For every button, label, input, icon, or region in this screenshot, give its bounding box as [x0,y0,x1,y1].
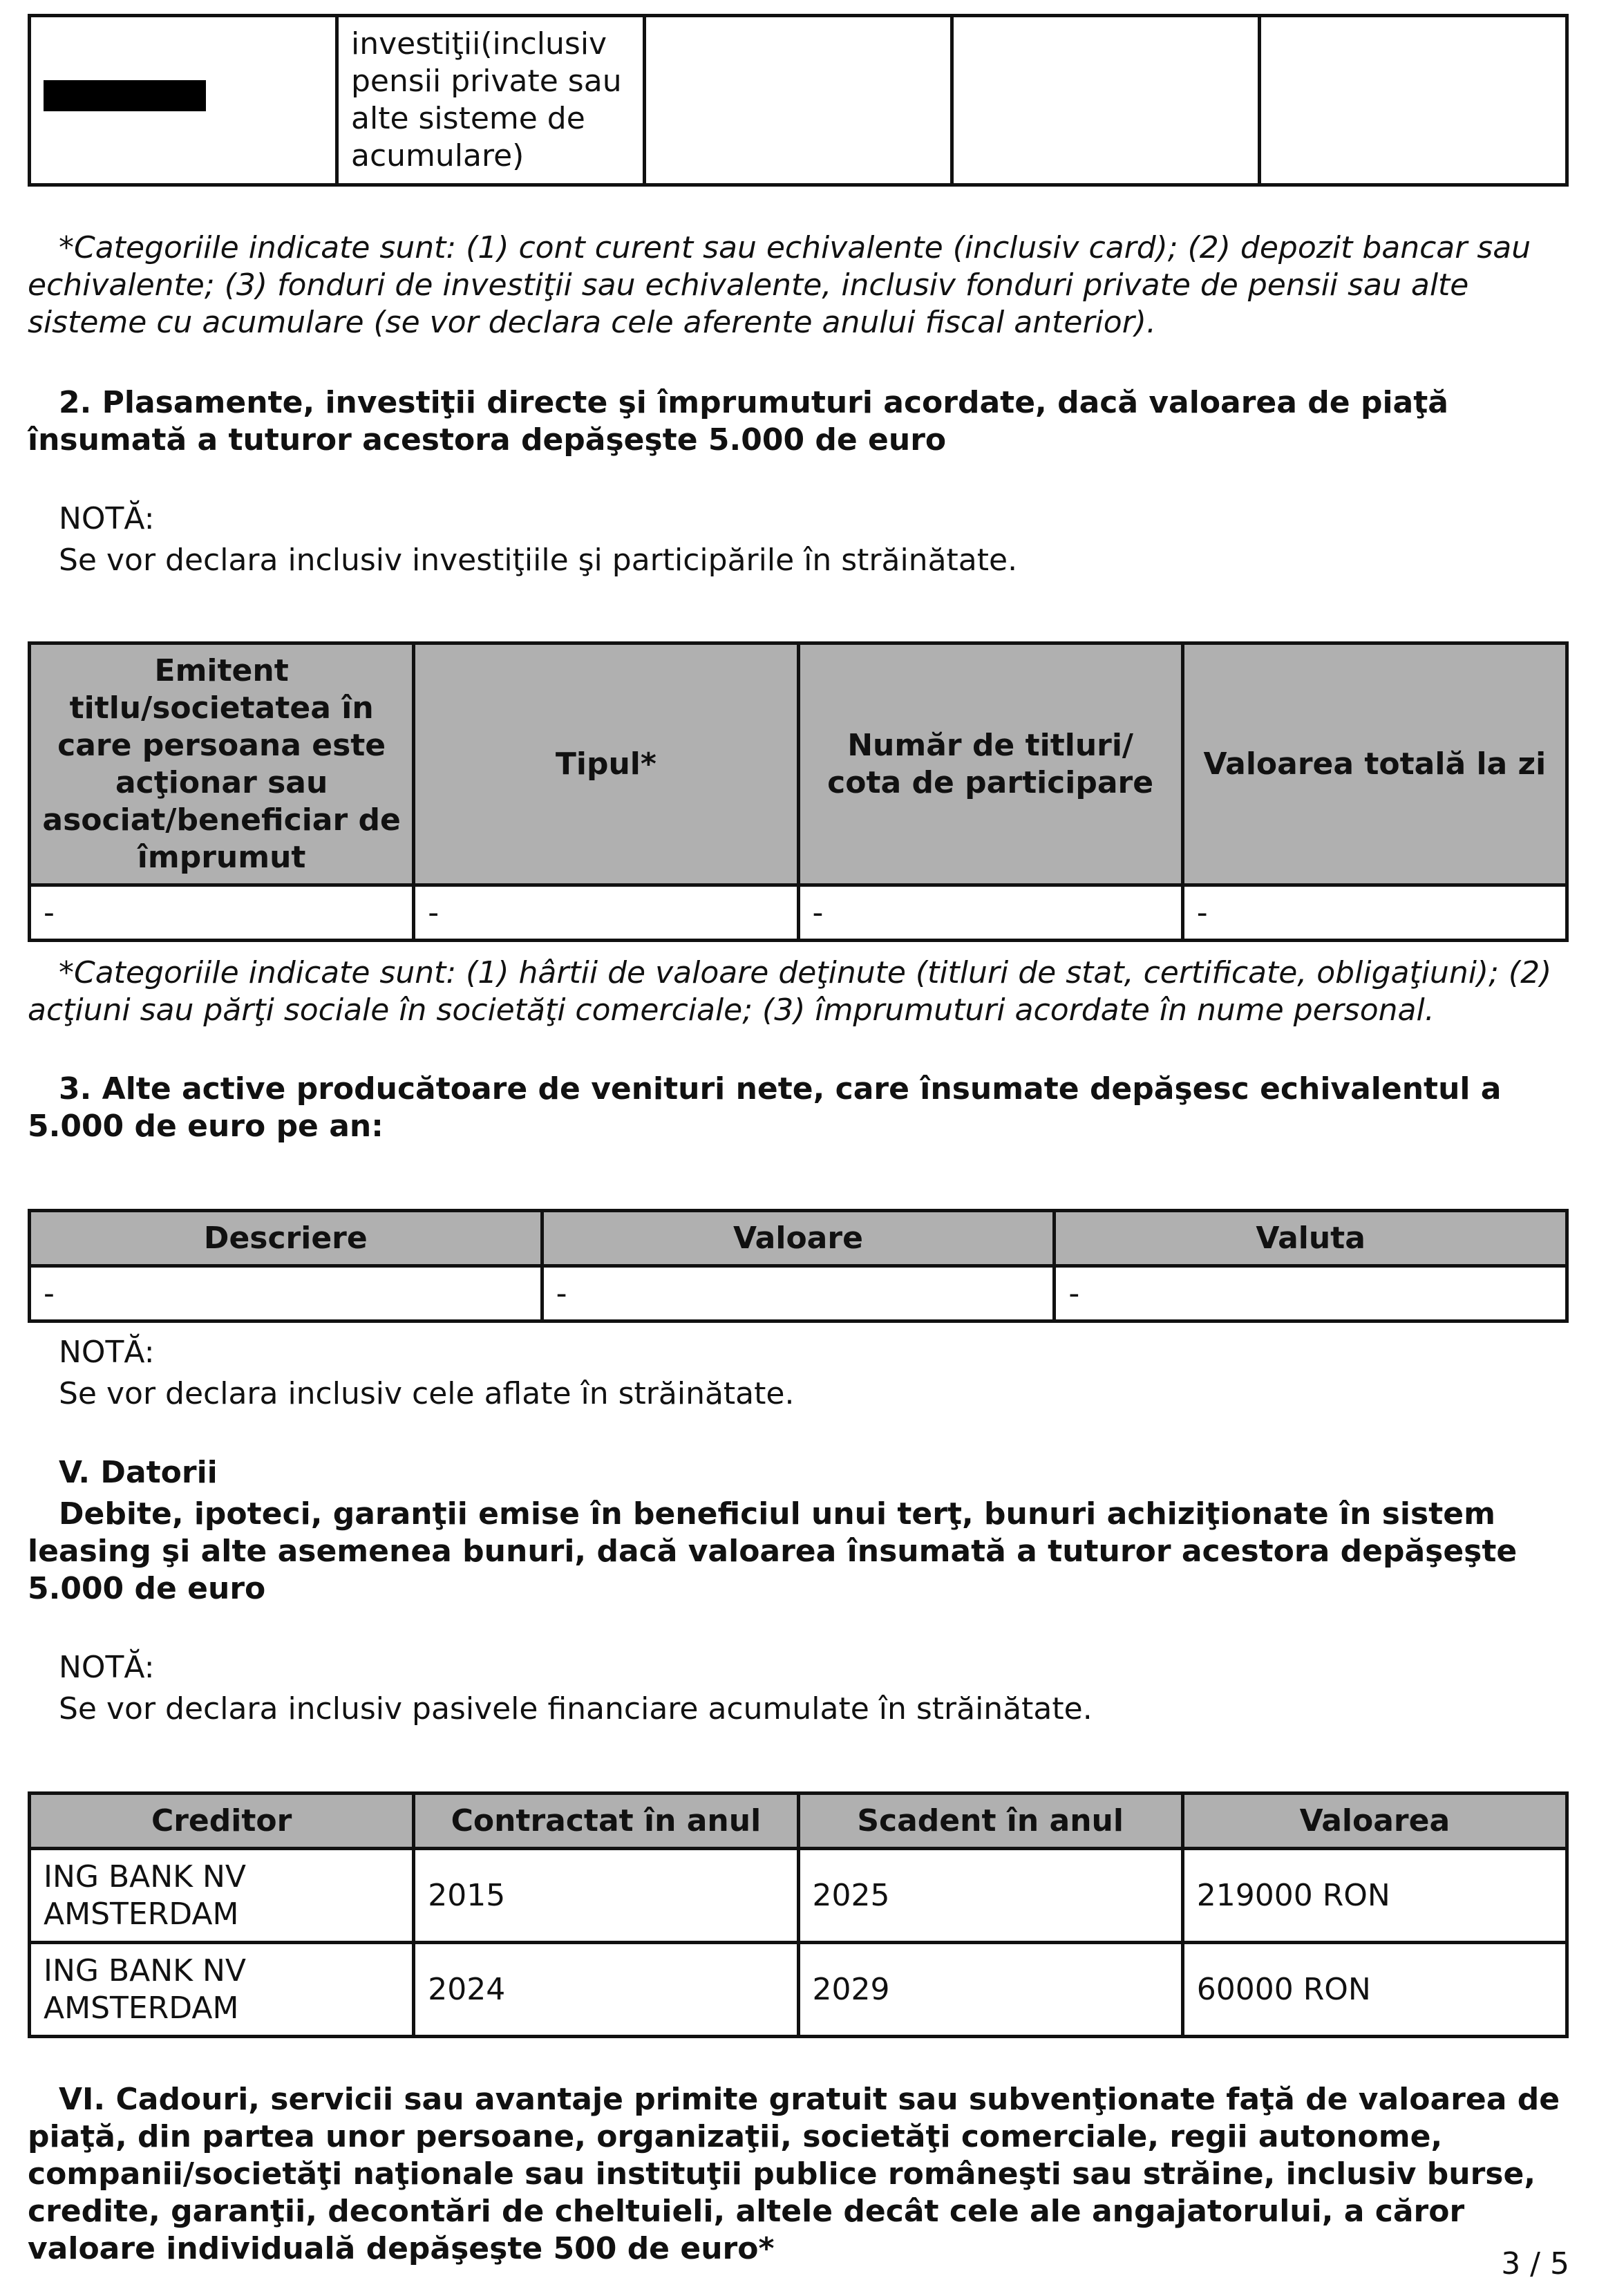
section2-title: 2. Plasamente, investiţii directe şi împrumuturi acordate, dacă valoarea de piaţă însumată a tuturor acestora depăşeşte 5.000 de euro [28,385,1448,458]
section3-nota-label: NOTĂ: [59,1335,155,1370]
table-cell: 60000 RON [1182,1943,1567,2037]
table-cell: 2015 [414,1849,798,1943]
table-cell: - [414,885,798,941]
page-number: 3 / 5 [1501,2246,1569,2281]
table-row [30,1849,1567,1943]
table-cell: ING BANK NV AMSTERDAM [30,1943,414,2037]
table-row [30,885,1567,941]
table-row [30,1943,1567,2037]
column-header: Emitent titlu/societatea în care persoana este acţionar sau asociat/beneficiar de împrumut [30,643,414,885]
table-cell [952,16,1260,185]
table-cell: - [1182,885,1567,941]
table-cell [1260,16,1567,185]
note-categories-1: *Categoriile indicate sunt: (1) cont curent sau echivalente (inclusiv card); (2) depozit bancar sau echivalente; (3) fonduri de investiţii sau echivalente, inclusiv fonduri private de pensii sau alte sisteme cu acumulare (se vor declara cele aferente anului fiscal anterior). [28,230,1531,340]
section2-footnote: *Categoriile indicate sunt: (1) hârtii de valoare deţinute (titluri de stat, certificate, obligaţiuni); (2) acţiuni sau părţi sociale în societăţi comerciale; (3) împrumuturi acordate în nume personal. [28,955,1552,1028]
table-cell: 2024 [414,1943,798,2037]
redaction-block [44,80,206,111]
table-header-row [30,1794,1567,1849]
section5-heading: V. Datorii [59,1455,218,1490]
section2-nota-text: Se vor declara inclusiv investiţiile şi participările în străinătate. [59,543,1018,578]
column-header: Număr de titluri/ cota de participare [798,643,1182,885]
table-cell: - [1055,1266,1567,1321]
table-cell-redacted [30,16,337,185]
other-assets-table [28,1209,1569,1323]
table-cell: - [30,1266,542,1321]
table-row [30,1266,1567,1321]
table-cell: - [798,885,1182,941]
column-header: Descriere [30,1211,542,1266]
investments-table [28,641,1569,942]
debts-table [28,1791,1569,2038]
column-header: Contractat în anul [414,1794,798,1849]
table-cell: 219000 RON [1182,1849,1567,1943]
section2-nota-label: NOTĂ: [59,501,155,536]
table-cell: ING BANK NV AMSTERDAM [30,1849,414,1943]
column-header: Scadent în anul [798,1794,1182,1849]
section5-nota-label: NOTĂ: [59,1650,155,1685]
table-cell [645,16,952,185]
table-header-row [30,643,1567,885]
section6-title: VI. Cadouri, servicii sau avantaje primite gratuit sau subvenţionate faţă de valoarea de piaţă, din partea unor persoane, organizaţii, societăţi comerciale, regii autonome, companii/societăţi naţionale sau instituţii publice româneşti sau străine, inclusiv burse, credite, garanţii, decontări de cheltuieli, altele decât cele ale angajatorului, a căror valoare individuală depăşeşte 500 de euro* [28,2082,1560,2266]
column-header: Valoarea totală la zi [1182,643,1567,885]
column-header: Valuta [1055,1211,1567,1266]
table-cell: investiţii(inclusiv pensii private sau alte sisteme de acumulare) [337,16,645,185]
document-page [28,14,1569,2268]
table-cell: - [30,885,414,941]
top-table [28,14,1569,187]
section5-subheading: Debite, ipoteci, garanţii emise în beneficiul unui terţ, bunuri achiziţionate în sistem leasing şi alte asemenea bunuri, dacă valoarea însumată a tuturor acestora depăşeşte 5.000 de euro [28,1496,1518,1606]
column-header: Valoarea [1182,1794,1567,1849]
table-header-row [30,1211,1567,1266]
column-header: Tipul* [414,643,798,885]
table-cell: - [542,1266,1055,1321]
section5-nota-text: Se vor declara inclusiv pasivele financiare acumulate în străinătate. [59,1691,1093,1726]
section3-nota-text: Se vor declara inclusiv cele aflate în străinătate. [59,1376,795,1411]
column-header: Valoare [542,1211,1055,1266]
table-cell: 2029 [798,1943,1182,2037]
table-cell: 2025 [798,1849,1182,1943]
section3-title: 3. Alte active producătoare de venituri nete, care însumate depăşesc echivalentul a 5.000 de euro pe an: [28,1071,1502,1144]
table-row [30,16,1567,185]
column-header: Creditor [30,1794,414,1849]
